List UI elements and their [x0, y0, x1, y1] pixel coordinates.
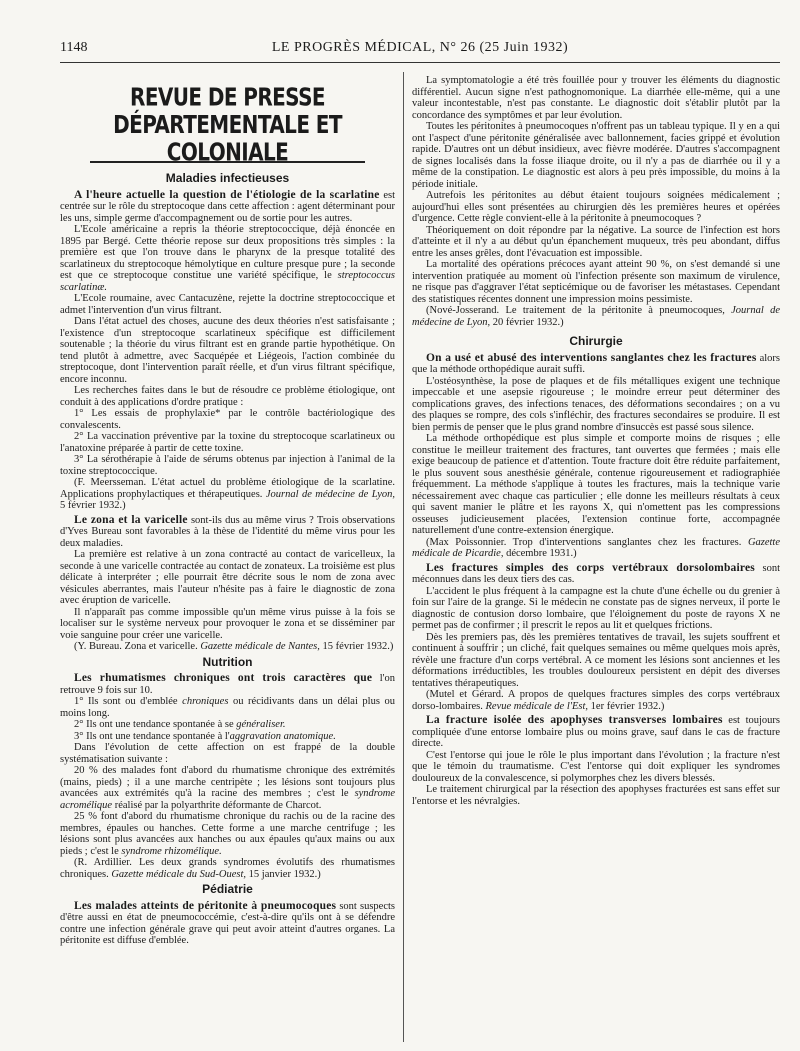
- list-item: 1° Les essais de prophylaxie* par le contrôle bactériologique des convalescents.: [60, 408, 395, 431]
- paragraph: Les rhumatismes chroniques ont trois caractères que l'on retrouve 9 fois sur 10.: [60, 672, 395, 696]
- right-column: [412, 75, 780, 807]
- list-item: 1° Ils sont ou d'emblée chroniques ou récidivants dans un délai plus ou moins long.: [60, 696, 395, 719]
- paragraph: Les malades atteints de péritonite à pneumocoques sont suspects d'être aussi en état de pneumococcémie, c'est-à-dire qu'ils ont à se défendre contre une infection générale grave qui peut avoir atteint d'autres organes. La péritonite est diffuse d'emblée.: [60, 899, 396, 946]
- paragraph: La méthode orthopédique est plus simple et comporte moins de risques ; elle constitue le meilleur traitement des fractures, tant ouvertes que fermées ; mais elle exige beaucoup de patience et d'attention. Toute fracture doit être réduite parfaitement, le plus souvent sous anesthésie générale, contenue rigoureusement et radiographiée fréquemment. La méthode s'applique à toutes les fractures, mais la technique varie nécessairement avec chaque cas particulier ; elle donne les meilleurs résultats à ceux qui savent manier le plâtre et les rayons X, qui n'omettent pas les compressions osseuses judicieusement placées, l'extension continue forte, accompagnée naturellement d'une contre-extension énergique.: [412, 433, 780, 536]
- list-item: 3° Ils ont une tendance spontanée à l'aggravation anatomique.: [74, 730, 336, 742]
- citation: (F. Meersseman. L'état actuel du problème étiologique de la scarlatine. Applications prophylactiques et thérapeutiques. Journal de médecine de Lyon, 5 février 1932.): [60, 477, 396, 511]
- list-item: 3° La sérothérapie à l'aide de sérums obtenus par injection à l'animal de la toxine streptococcique.: [60, 454, 395, 477]
- paragraph: La symptomatologie a été très fouillée pour y trouver les éléments du diagnostic différentiel. Aucun signe n'est pathognomonique. La diarrhée elle-même, qui a une valeur incontestable, n'est pas constante. Le diagnostic doit s'établir plutôt par la concordance des symptômes et par leur évolution.: [412, 75, 780, 121]
- paragraph: Toutes les péritonites à pneumocoques n'offrent pas un tableau typique. Il y en a qui ont l'aspect d'une péritonite généralisée avec ballonnement, facies grippé et évolution rapide. D'autres ont un début insidieux, avec fièvre modérée. D'autres s'accompagnent de signes localisés dans la fosse iliaque droite, ou il n'y a pas de diarrhée ou il y a même de la constipation. Le diagnostic est alors à peu près impossible, du moins à la période initiale.: [412, 121, 780, 190]
- list-item: 2° La vaccination préventive par la toxine du streptocoque scarlatineux ou l'anatoxine préparée à partir de cette toxine.: [60, 431, 395, 454]
- paragraph: Autrefois les péritonites au début étaient toujours soignées médicalement ; aujourd'hui elles sont présentées au chirurgien dès les premières heures et opérées d'urgence. Cette règle convient-elle à la péritonite à pneumocoques ?: [412, 190, 780, 224]
- running-title: LE PROGRÈS MÉDICAL, N° 26 (25 Juin 1932): [271, 40, 569, 55]
- paragraph: 20 % des malades font d'abord du rhumatisme chronique des extrémités (mains, pieds) ; il a une marche centripète ; les lésions sont toujours plus avancées aux extrémités qu'à la racine des membres ; c'est le syndrome acromélique réalisé par la polyarthrite déformante de Charcot.: [60, 765, 395, 811]
- paragraph: Théoriquement on doit répondre par la négative. La source de l'infection est hors d'atteinte et il n'y a au début qu'un épanchement muqueux, très peu abondant, diffus entre les anses grêles, dont l'évacuation est impossible.: [412, 224, 780, 259]
- header-rule: [60, 62, 780, 63]
- paragraph: Il n'apparaît pas comme impossible qu'un même virus puisse à la fois se localiser sur le système nerveux pour provoquer le zona et se disséminer par voie sanguine pour créer une varicelle.: [60, 606, 395, 641]
- paragraph: La première est relative à un zona contracté au contact de varicelleux, la seconde à une varicelle contractée au contact de zonateux. La troisième est plus délicate à interpréter ; elle pourrait être décrite sous le nom de zona avec vésicules aberrantes, mais l'auteur n'hésite pas à faire le diagnostic de zona avec éruption de varicelle.: [60, 549, 395, 606]
- paragraph: Les recherches faites dans le but de résoudre ce problème étiologique, ont conduit à des applications d'ordre pratique :: [60, 385, 395, 408]
- page-header: [60, 40, 780, 62]
- paragraph: La fracture isolée des apophyses transverses lombaires est toujours compliquée d'une entorse lombaire plus ou moins grave, sauf dans le cas de fracture directe.: [412, 714, 780, 749]
- column-divider: [403, 72, 404, 1042]
- paragraph: Les fractures simples des corps vertébraux dorsolombaires sont méconnues dans les deux tiers des cas.: [412, 561, 780, 585]
- paragraph: L'Ecole américaine a repris la théorie streptococcique, déjà énoncée en 1895 par Bergé. Cette théorie repose sur deux propositions très simples : la première est que l'on trouve dans le pharynx de la presque totalité des scarlatineux du streptocoque hémolytique en culture presque pure ; la seconde est que ce streptocoque constitue une variété spécifique, le streptococcus scarlatinæ.: [60, 224, 395, 293]
- section-title: REVUE DE PRESSE DÉPARTEMENTALE ET COLONIALE: [113, 81, 342, 167]
- paragraph: Le zona et la varicelle sont-ils dus au même virus ? Trois observations d'Yves Bureau sont favorables à la thèse de l'identité du même virus pour les deux maladies.: [60, 513, 395, 549]
- heading-chirurgie: Chirurgie: [569, 334, 623, 348]
- paragraph: Dès les premiers pas, dès les premières tentatives de travail, les sujets souffrent et continuent à souffrir ; un cliché, fait quelques semaines ou même quelques mois après, révèle une fracture d'un corps vertébral. A ce moment les lésions sont anciennes et les déformations irréductibles, les troubles douloureux persistent en dépit des diverses tentatives thérapeutiques.: [412, 631, 780, 689]
- citation: (R. Ardillier. Les deux grands syndromes évolutifs des rhumatismes chroniques. Gazette médicale du Sud-Ouest, 15 janvier 1932.): [60, 857, 395, 880]
- paragraph: C'est l'entorse qui joue le rôle le plus important dans l'évolution ; la fracture n'est que le témoin du traumatisme. C'est l'entorse qui doit expliquer les syndromes douloureux de la convalescence, si polymorphes chez les divers blessés.: [412, 749, 780, 784]
- paragraph: L'accident le plus fréquent à la campagne est la chute d'une échelle ou du grenier à foin sur l'aire de la grange. Si le médecin ne constate pas de signes nerveux, il porte le diagnostic de contusion dorso lombaire, que l'éloignement du poste de rayons X ne permet pas de confirmer ; il prescrit le repos au lit et quelques frictions.: [412, 585, 780, 631]
- heading-nutrition: Nutrition: [202, 654, 253, 669]
- paragraph: A l'heure actuelle la question de l'étiologie de la scarlatine est centrée sur le rôle du streptocoque dans cette affection : agent déterminant pour les uns, simple germe d'accompagnement ou de sortie pour les autres.: [60, 188, 395, 224]
- citation: (Y. Bureau. Zona et varicelle. Gazette médicale de Nantes, 15 février 1932.): [74, 641, 394, 652]
- citation: (Mutel et Gérard. A propos de quelques fractures simples des corps vertébraux dorso-lombaires. Revue médicale de l'Est, 1er février 1932.): [412, 689, 780, 712]
- citation: (Max Poissonnier. Trop d'interventions sanglantes chez les fractures. Gazette médicale de Picardie, décembre 1931.): [412, 536, 781, 559]
- paragraph: La mortalité des opérations précoces ayant atteint 90 %, on s'est demandé si une intervention pratiquée au moment où l'infection présente son maximum de virulence, ne risque pas d'aggraver l'état septicémique ou de favoriser les métastases. Cependant des statistiques récentes donnent une impression moins pessimiste.: [412, 259, 780, 305]
- paragraph: Le traitement chirurgical par la résection des apophyses fracturées est sans effet sur l'entorse et les névralgies.: [412, 784, 780, 807]
- paragraph: Dans l'évolution de cette affection on est frappé de la double systématisation suivante :: [60, 742, 395, 765]
- paragraph: On a usé et abusé des interventions sanglantes chez les fractures alors que la méthode orthopédique aurait suffi.: [412, 351, 781, 375]
- list-item: 2° Ils ont une tendance spontanée à se généraliser.: [74, 719, 286, 730]
- paragraph: L'ostéosynthèse, la pose de plaques et de fils métalliques exigent une technique impeccable et une asepsie rigoureuse ; le moindre erreur peut déterminer des complications graves, des infections tenaces, des déformations secondaires ; on a vu des plaques se rompre, des cols s'infléchir, des fractures secondaires se produire. Il est bien permis de penser que le plus grand nombre d'insuccès est passé sous silence.: [412, 375, 780, 433]
- page-number: 1148: [60, 40, 88, 55]
- heading-pediatrie: Pédiatrie: [202, 882, 253, 896]
- citation: (Nové-Josserand. Le traitement de la péritonite à pneumocoques, Journal de médecine de Lyon, 20 février 1932.): [412, 305, 781, 328]
- heading-maladies-infectieuses: Maladies infectieuses: [165, 171, 290, 185]
- paragraph: 25 % font d'abord du rhumatisme chronique du rachis ou de la racine des membres, épaules ou hanches. Cette forme a une marche centrifuge ; les lésions sont plus avancées aux hanches ou aux épaules qu'aux mains ou aux pieds ; c'est le syndrome rhizomélique.: [60, 811, 395, 857]
- paragraph: L'Ecole roumaine, avec Cantacuzène, rejette la doctrine streptococcique et admet l'intervention d'un virus filtrant.: [60, 293, 395, 316]
- left-column: [60, 75, 395, 947]
- paragraph: Dans l'état actuel des choses, aucune des deux théories n'est satisfaisante ; l'existence d'un streptocoque scarlatineux spécifique est difficilement soutenable ; la théorie du virus filtrant est en grande partie hypothétique. On tend plutôt à admettre, avec Sacquépée et Liégeois, l'action combinée du streptocoque, dont l'intervention paraît réelle, et d'un virus filtrant spécifique, encore inconnu.: [60, 316, 395, 385]
